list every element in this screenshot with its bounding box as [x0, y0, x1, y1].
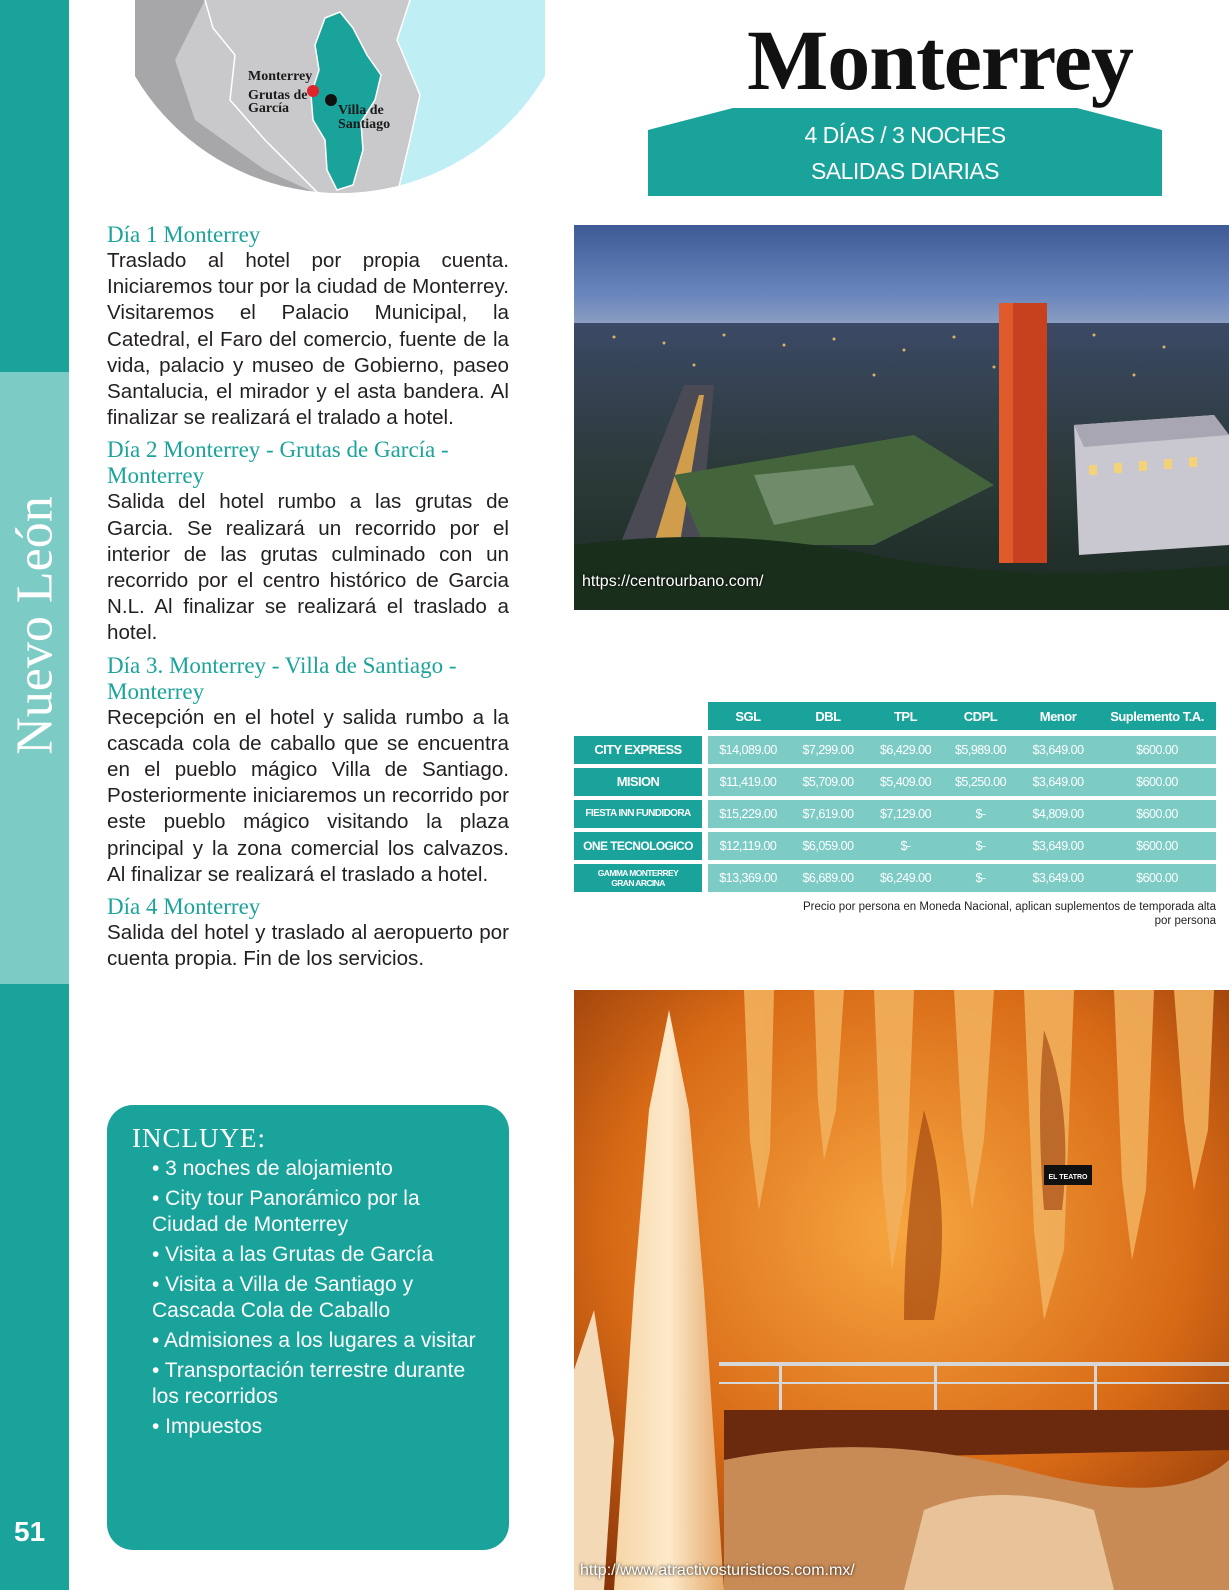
header-dbl: DBL [815, 708, 841, 724]
price-cell: $6,059.00 [802, 839, 854, 853]
city-photo-credit: https://centrourbano.com/ [582, 573, 764, 590]
includes-box [107, 1105, 509, 1550]
page-title: Monterrey [747, 12, 1133, 108]
day-1-text: Traslado al hotel por propia cuenta. Iniciaremos tour por la ciudad de Monterrey. Visitaremos el Palacio Municipal, la Catedral, el Faro del comercio, fuente de la vida, palacio y museo de Gobierno, paseo Santalucia, el mirador y el asta bandera. Al finalizar se realizará el tralado a hotel. [107, 249, 509, 430]
hotel-name: MISION [574, 768, 702, 796]
itinerary [107, 222, 509, 978]
includes-item: • Impuestos [152, 1415, 263, 1438]
includes-item: • Visita a Villa de Santiago y Cascada Cola de Caballo [152, 1273, 414, 1322]
price-cell: $5,250.00 [954, 775, 1007, 789]
map-marker-monterrey [307, 85, 319, 97]
day-3-text: Recepción en el hotel y salida rumbo a la cascada cola de caballo que se encuentra en el pueblo mágico Villa de Santiago. Posteriormente iniciaremos un recorrido por este pueblo mágico visitando la plaza principal y la zona comercial los calvazos. Al finalizar se realizará el traslado a hotel. [107, 705, 509, 886]
price-cell: $15,229.00 [719, 807, 777, 821]
banner-duration: 4 DÍAS / 3 NOCHES [804, 122, 1006, 148]
map-label-villa-2: Santiago [338, 117, 391, 132]
price-cell: $6,249.00 [879, 871, 932, 885]
header-sgl: SGL [735, 708, 761, 724]
price-cell: $- [975, 839, 986, 853]
header-menor: Menor [1039, 708, 1077, 724]
table-row [574, 832, 1216, 860]
region-map [135, 0, 545, 195]
price-cell: $7,129.00 [879, 807, 932, 821]
day-3-title: Día 3. Monterrey - Villa de Santiago - Monterrey [107, 652, 457, 704]
day-4-title: Día 4 Monterrey [107, 894, 261, 920]
day-2-text: Salida del hotel rumbo a las grutas de Garcia. Se realizará un recorrido por el interior de las grutas culminado con un recorrido por el centro histórico de Garcia N.L. Al finalizar se realizará el traslado a hotel. [107, 490, 509, 645]
price-cell: $4,809.00 [1032, 807, 1084, 821]
header-suplemento: Suplemento T.A. [1110, 708, 1204, 724]
hotel-name: CITY EXPRESS [574, 736, 702, 764]
table-row [574, 800, 1216, 828]
price-cell: $13,369.00 [719, 871, 777, 885]
price-cell: $600.00 [1136, 807, 1178, 821]
city-photo [574, 225, 1229, 610]
includes-item: • 3 noches de alojamiento [152, 1157, 393, 1180]
cave-photo [574, 990, 1229, 1590]
includes-item: • Visita a las Grutas de García [152, 1243, 434, 1266]
price-cell: $3,649.00 [1032, 839, 1084, 853]
price-cell: $5,409.00 [879, 775, 932, 789]
region-label: Nuevo León [6, 495, 64, 755]
hotel-name: ONE TECNOLOGICO [574, 832, 702, 860]
header-tpl: TPL [893, 708, 918, 724]
map-label-grutas-2: García [248, 101, 289, 116]
banner-departures: SALIDAS DIARIAS [810, 158, 1000, 184]
price-cell: $- [975, 807, 986, 821]
price-cell: $6,429.00 [879, 743, 932, 757]
price-cell: $600.00 [1136, 775, 1178, 789]
table-row [574, 768, 1216, 796]
table-row [574, 736, 1216, 764]
duration-banner [648, 108, 1162, 196]
cave-photo-credit: http://www.atractivosturisticos.com.mx/ [580, 1562, 855, 1579]
price-note: Precio por persona en Moneda Nacional, aplican suplementos de temporada alta por persona [803, 901, 1216, 927]
price-cell: $600.00 [1136, 839, 1178, 853]
price-cell: $3,649.00 [1032, 775, 1084, 789]
header-cdpl: CDPL [963, 708, 998, 724]
hotel-name: GAMMA MONTERREY GRAN ARCINA [574, 864, 702, 892]
price-cell: $7,299.00 [802, 743, 854, 757]
includes-list [132, 1156, 489, 1440]
page-number: 51 [14, 1516, 46, 1547]
hotel-name: FIESTA INN FUNDIDORA [574, 800, 702, 828]
day-2-title: Día 2 Monterrey - Grutas de García - Monterrey [107, 437, 449, 489]
price-cell: $3,649.00 [1032, 743, 1084, 757]
map-label-grutas-1: Grutas de [248, 88, 308, 103]
price-cell: $7,619.00 [802, 807, 854, 821]
price-cell: $6,689.00 [802, 871, 854, 885]
includes-item: • Transportación terrestre durante los recorridos [152, 1359, 466, 1408]
price-cell: $600.00 [1136, 871, 1178, 885]
map-marker-santiago [325, 94, 337, 106]
day-1-title: Día 1 Monterrey [107, 222, 261, 247]
price-cell: $11,419.00 [719, 775, 777, 789]
map-label-monterrey: Monterrey [248, 69, 313, 84]
price-cell: $600.00 [1136, 743, 1178, 757]
price-cell: $5,709.00 [802, 775, 854, 789]
price-table-header [708, 702, 1216, 730]
price-cell: $12,119.00 [719, 839, 777, 853]
price-cell: $14,089.00 [719, 743, 777, 757]
price-cell: $3,649.00 [1032, 871, 1084, 885]
price-cell: $5,989.00 [954, 743, 1007, 757]
cave-sign-text: EL TEATRO [1048, 1174, 1088, 1181]
includes-title: INCLUYE: [132, 1123, 266, 1153]
map-label-villa-1: Villa de [338, 103, 384, 118]
table-row [574, 864, 1216, 892]
day-4-text: Salida del hotel y traslado al aeropuerto por cuenta propia. Fin de los servicios. [107, 921, 509, 971]
includes-item: • Admisiones a los lugares a visitar [152, 1329, 476, 1352]
price-cell: $- [975, 871, 986, 885]
includes-item: • City tour Panorámico por la Ciudad de Monterrey [152, 1187, 420, 1236]
price-cell: $- [900, 839, 911, 853]
